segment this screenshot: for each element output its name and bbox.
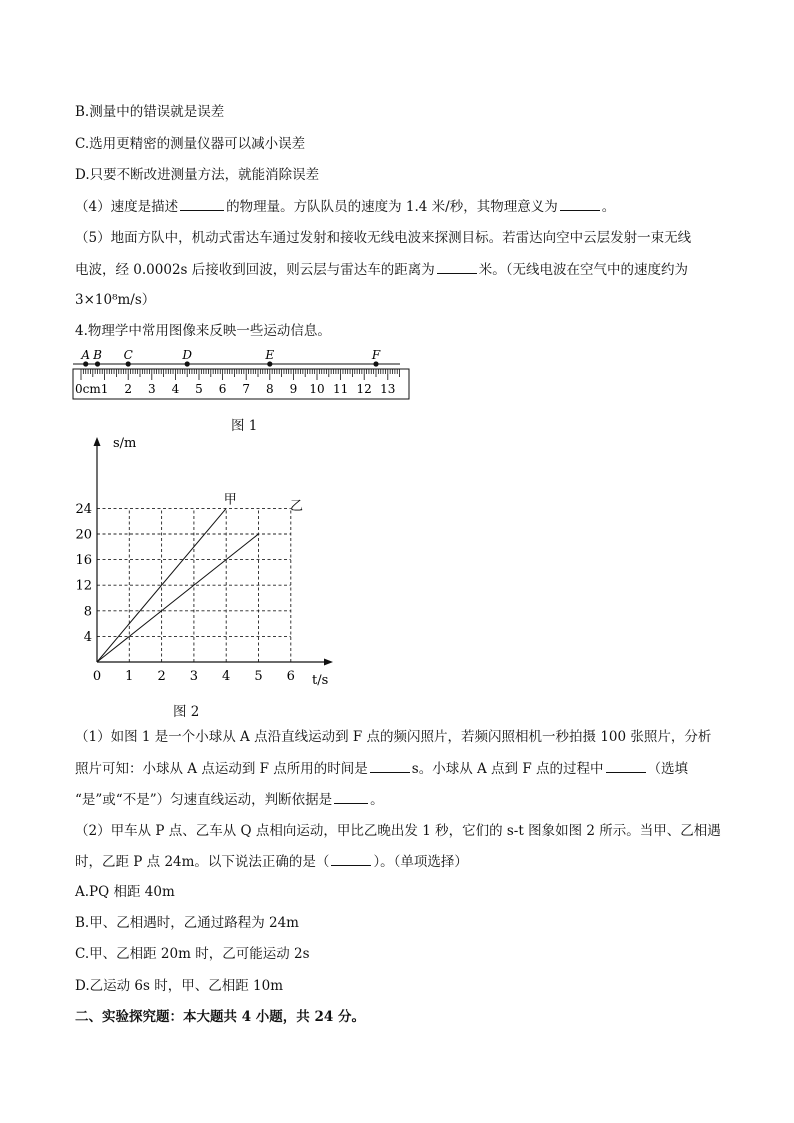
ruler-scale-label: 3: [147, 382, 156, 396]
y-axis-label: s/m: [113, 436, 137, 451]
figure-1-caption: 图 1: [231, 418, 258, 434]
answer-blank[interactable]: [560, 197, 600, 211]
choice-b: B.甲、乙相遇时，乙通过路程为 24m: [75, 915, 299, 931]
ruler-scale-label: 12: [356, 382, 372, 396]
choice-d: D.乙运动 6s 时，甲、乙相距 10m: [75, 978, 284, 994]
choice-a: A.PQ 相距 40m: [75, 884, 175, 900]
x-tick-label: 6: [286, 669, 295, 684]
y-tick-label: 4: [83, 629, 92, 645]
series-name-label: 乙: [289, 499, 304, 514]
ball-position-dot: [373, 361, 378, 366]
question-4-speed: （4）速度是描述 的物理量。方队队员的速度为 1.4 米/秒，其物理意义为 。: [75, 199, 616, 215]
ball-position-label: E: [265, 348, 275, 362]
ball-position-dot: [95, 361, 100, 366]
sub-question-2-line-1: （2）甲车从 P 点、乙车从 Q 点相向运动，甲比乙晚出发 1 秒，它们的 s-t 图象如图 2 所示。当甲、乙相遇: [75, 823, 721, 839]
ruler-scale-label: 11: [332, 382, 349, 396]
answer-blank[interactable]: [331, 852, 371, 866]
sub-question-2-line-2: 时，乙距 P 点 24m。以下说法正确的是（ ）。（单项选择）: [75, 854, 468, 870]
series-name-label: 甲: [223, 492, 237, 508]
ball-position-dot: [126, 361, 131, 366]
x-tick-label: 0: [92, 669, 102, 684]
answer-blank[interactable]: [606, 759, 646, 773]
figure-1-ruler: [70, 344, 415, 404]
question-5-line-3: 3×10⁸m/s）: [75, 292, 156, 308]
x-tick-label: 5: [254, 669, 263, 684]
option-b: B.测量中的错误就是误差: [75, 104, 225, 120]
ball-position-dot: [185, 361, 190, 366]
x-tick-label: 2: [157, 669, 166, 684]
option-c: C.选用更精密的测量仪器可以减小误差: [75, 136, 306, 152]
series-line: [97, 534, 259, 662]
ball-position-label: D: [182, 348, 193, 362]
x-axis-label: t/s: [312, 673, 329, 688]
answer-blank[interactable]: [180, 197, 224, 211]
question-5-line-2: 电波，经 0.0002s 后接收到回波，则云层与雷达车的距离为 米。（无线电波在空气中的速度约为: [75, 262, 688, 278]
answer-blank[interactable]: [334, 790, 368, 804]
answer-blank[interactable]: [370, 759, 410, 773]
x-tick-label: 3: [189, 669, 199, 684]
ruler-scale-label: 13: [380, 382, 396, 396]
sub-question-1-line-3: “是”或“不是”）匀速直线运动，判断依据是 。: [75, 792, 384, 808]
ruler-scale-label: 8: [265, 382, 274, 396]
ruler-unit-label: 0cm: [75, 382, 101, 396]
figure-2-caption: 图 2: [173, 704, 200, 720]
ball-position-label: A: [81, 348, 91, 362]
ruler-scale-label: 6: [218, 382, 227, 396]
ruler-scale-label: 9: [289, 382, 298, 396]
ruler-scale-label: 2: [124, 382, 133, 396]
y-tick-label: 16: [75, 553, 92, 569]
question-5-line-1: （5）地面方队中，机动式雷达车通过发射和接收无线电波来探测目标。若雷达向空中云层发射一束无线: [75, 230, 692, 246]
ruler-scale-label: 10: [309, 382, 325, 396]
y-tick-label: 12: [75, 578, 92, 594]
ball-position-label: F: [371, 348, 381, 362]
section-heading: 二、实验探究题：本大题共 4 小题，共 24 分。: [75, 1009, 365, 1025]
figure-2-chart: [75, 430, 343, 695]
choice-c: C.甲、乙相距 20m 时，乙可能运动 2s: [75, 946, 310, 962]
y-tick-label: 24: [75, 501, 92, 517]
y-axis-arrow: [94, 437, 101, 446]
sub-question-1-line-2: 照片可知：小球从 A 点运动到 F 点所用的时间是 s。小球从 A 点到 F 点的过程中 （选填: [75, 761, 688, 777]
ball-position-label: C: [123, 348, 133, 362]
ball-position-dot: [267, 361, 272, 366]
problem-4-title: 4.物理学中常用图像来反映一些运动信息。: [75, 323, 331, 339]
option-d: D.只要不断改进测量方法，就能消除误差: [75, 167, 320, 183]
y-tick-label: 8: [83, 604, 92, 620]
sub-question-1-line-1: （1）如图 1 是一个小球从 A 点沿直线运动到 F 点的频闪照片，若频闪照相机一秒拍摄 100 张照片，分析: [75, 729, 712, 745]
ruler-scale-label: 7: [242, 382, 251, 396]
answer-blank[interactable]: [437, 260, 477, 274]
ruler-scale-label: 4: [171, 382, 180, 396]
x-axis-arrow: [324, 659, 333, 666]
ruler-scale-label: 5: [195, 382, 203, 396]
y-tick-label: 20: [75, 527, 92, 543]
x-tick-label: 4: [222, 669, 231, 684]
ball-position-label: B: [93, 348, 102, 362]
x-tick-label: 1: [125, 669, 134, 684]
ball-position-dot: [83, 361, 88, 366]
ruler-scale-label: 1: [100, 382, 109, 396]
